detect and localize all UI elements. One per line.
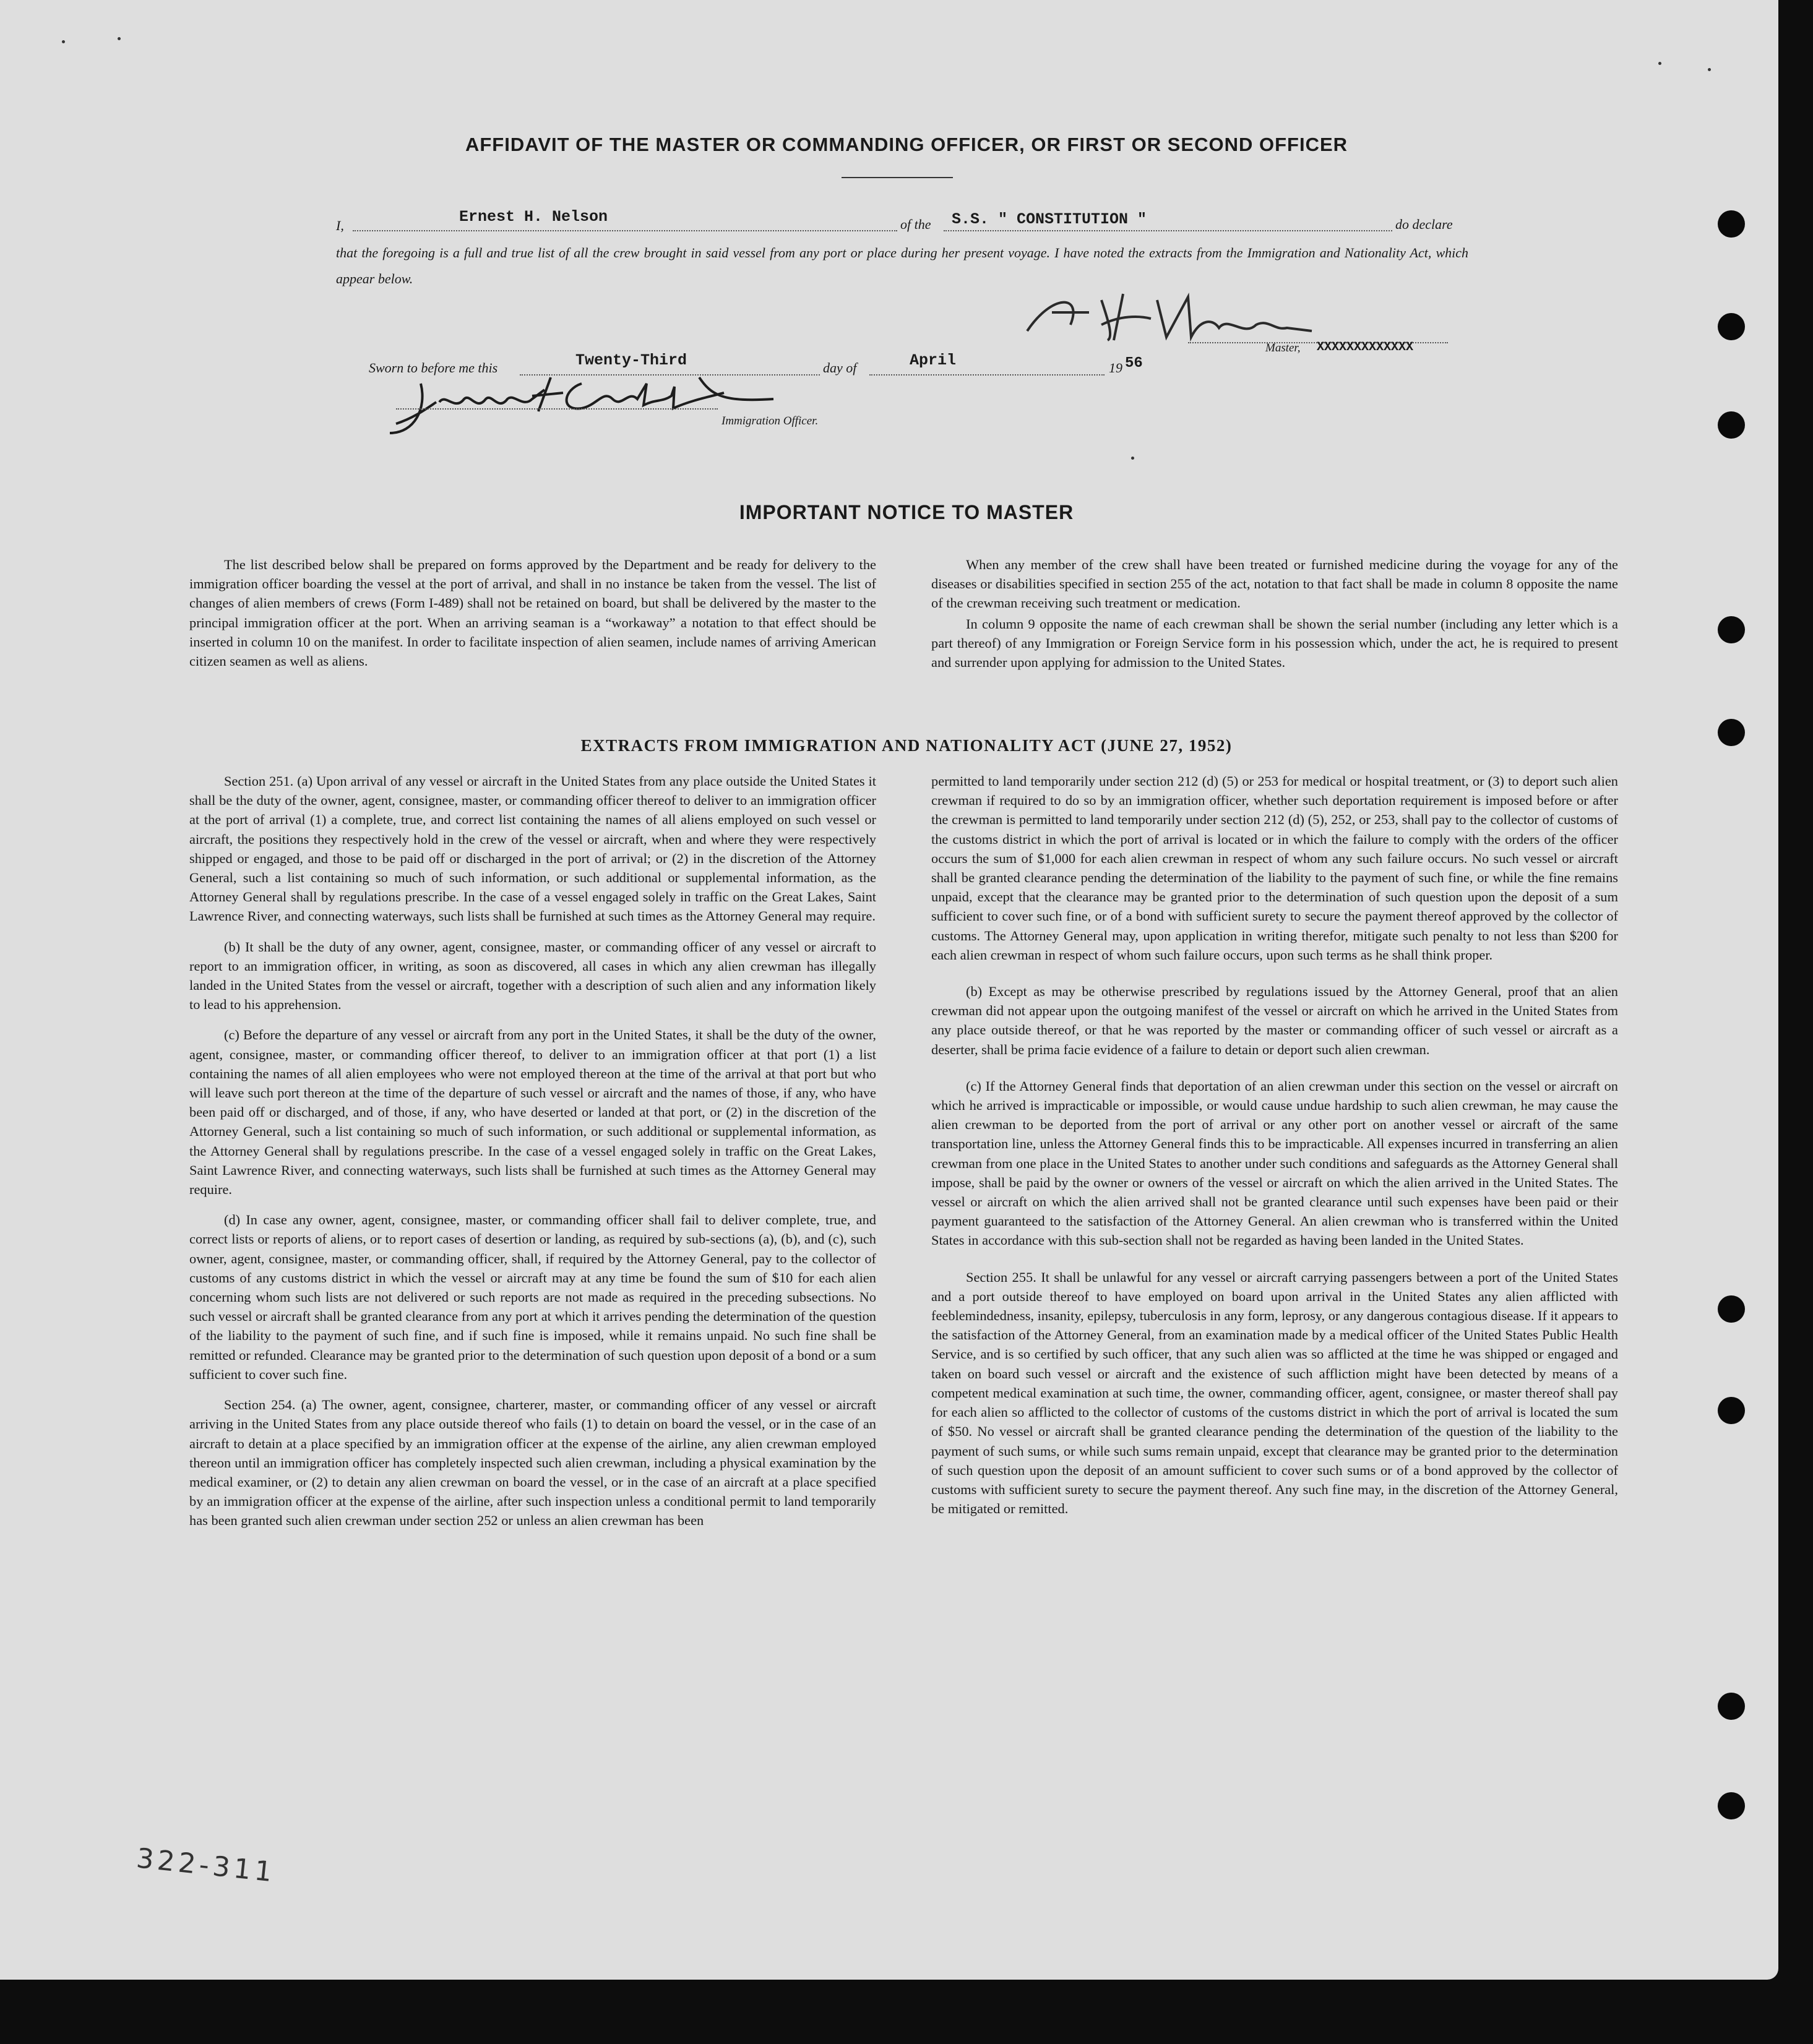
year-prefix: 19 xyxy=(1109,360,1122,376)
declaration-statement: that the foregoing is a full and true list of all the crew brought in said vessel from any port or place during her present voyage. I have noted the extracts from the Immigration and Nationality Act, which appear below. xyxy=(336,245,1468,286)
master-signature xyxy=(1015,281,1324,350)
year-suffix: 56 xyxy=(1125,355,1143,372)
handwritten-note: 322-311 xyxy=(134,1842,277,1889)
section-paragraph: permitted to land temporarily under section 212 (d) (5) or 253 for medical or hospital treatment, or (3) to deport such alien crewman if required to do so by an immigration officer, whether such deportation requirement is imposed before or after the crewman is permitted to land temporarily under section 212 (d) (5), 252, or 253, shall pay to the collector of customs of the customs district in which the port of arrival is located or in which the failure to comply with the orders of the officer occurs the sum of $1,000 for each alien crewman in respect of whom any such failure occurs. No such vessel or aircraft shall be granted clearance pending the determination of the liability to the payment of such fine, or while the fine remains unpaid, except that the clearance may be granted prior to the determination of such question upon the deposit of a sum sufficient to cover such fine, or of a bond with sufficient surety to secure the payment thereof approved by the collector of customs. The Attorney General may, upon application in writing therefor, mitigate such penalty to not less than $200 for each alien crewman in respect of whom such failure occurs, upon such terms as he shall think proper. xyxy=(931,773,1618,963)
binder-hole xyxy=(1718,616,1745,643)
section-paragraph: (c) Before the departure of any vessel or aircraft from any port in the United States, it shall be the duty of the owner, agent, consignee, master, or commanding officer thereof, to deliver to an immigration officer at that port (1) a list containing the names of all alien employees who were not employed thereon at the time of the arrival at that port but who will leave such port thereon at the time of the departure of such vessel or aircraft and the names of those, if any, who have been paid off or discharged, and of those, if any, who have deserted or landed at that port, or (2) in the discretion of the Attorney General, such a list containing so much of such information, or such additional or supplemental information, as the Attorney General shall by regulations prescribe. In the case of a vessel engaged solely in traffic on the Great Lakes, Saint Lawrence River, and connecting waterways, such lists shall be furnished at such times as the Attorney General may require. xyxy=(189,1027,876,1198)
master-label: Master, xyxy=(1265,341,1301,354)
notice-left-column xyxy=(189,555,876,678)
section-paragraph: Section 255. It shall be unlawful for any vessel or aircraft carrying passengers between a port of the United States and a port outside thereof to have employed on board upon arrival in the United States any alien afflicted with feeblemindedness, insanity, epilepsy, tuberculosis in any form, leprosy, or any dangerous contagious disease. If it appears to the satisfaction of the Attorney General, from an examination made by a medical officer of the United States Public Health Service, and is so certified by such officer, that any such alien was so afflicted at the time he was shipped or engaged and taken on board such vessel or aircraft and the existence of such affliction might have been detected by means of a competent medical examination at such time, the owner, commanding officer, agent, consignee, or master thereof shall pay for each alien so afflicted to the collector of customs of the customs district in which the port of arrival is located the sum of $50. No vessel or aircraft shall be granted clearance pending the determination of the question of the liability to the payment of such sums, or while such sums remain unpaid, except that clearance may be granted prior to the determination of such question upon the deposit of an amount sufficient to cover such sums or of a bond approved by the collector of customs with sufficient surety to secure the payment thereof. Any such fine may, in the discretion of the Attorney General, be mitigated or remitted. xyxy=(931,1269,1618,1517)
extracts-title: EXTRACTS FROM IMMIGRATION AND NATIONALITY ACT (JUNE 27, 1952) xyxy=(580,736,1233,755)
officer-label: Immigration Officer. xyxy=(721,414,819,427)
binder-hole xyxy=(1718,1693,1745,1720)
officer-signature xyxy=(377,365,811,445)
extracts-left-column xyxy=(189,771,876,1542)
section-paragraph: (b) Except as may be otherwise prescribed by regulations issued by the Attorney General, proof that an alien crewman did not appear upon the outgoing manifest of the vessel or aircraft on which he arrived in the United States from any place outside thereof, or that he was reported by the master or commanding officer of such vessel or aircraft as a deserter, shall be prima facie evidence of a failure to detain or deport such alien crewman. xyxy=(931,984,1618,1057)
label-do-declare: do declare xyxy=(1395,217,1453,232)
section-paragraph: (b) It shall be the duty of any owner, agent, consignee, master, or commanding officer of any vessel or aircraft to report to an immigration officer, in writing, as soon as discovered, all cases in which any alien crewman has illegally landed in the United States from the vessel or aircraft, together with a description of such alien and any information likely to lead to his apprehension. xyxy=(189,938,876,1013)
binder-hole xyxy=(1718,1792,1745,1819)
label-i: I, xyxy=(336,218,344,233)
sworn-month: April xyxy=(910,351,957,369)
scan-speck xyxy=(118,37,121,40)
section-paragraph: (c) If the Attorney General finds that deportation of an alien crewman under this section on the vessel or aircraft on which he arrived is impracticable or impossible, or would cause undue hardship to such alien crewman, he may cause the alien crewman to be deported from the port of arrival or any other port on another vessel or aircraft of the same transportation line, unless the Attorney General finds this to be impracticable. All expenses incurred in transferring an alien crewman from one place in the United States to another under such conditions and safeguards as the Attorney General shall impose, shall be paid by the owner or owners of the vessel or aircraft on which the alien arrived in the United States. The vessel or aircraft on which the alien arrived shall not be granted clearance until such expenses have been paid or their payment guaranteed to the satisfaction of the Attorney General. An alien crewman who is transferred within the United States in accordance with this sub-section shall not be regarded as having been landed in the United States. xyxy=(931,1078,1618,1248)
scan-speck xyxy=(62,40,65,43)
scan-speck xyxy=(1131,457,1134,460)
section-paragraph: Section 254. (a) The owner, agent, consignee, charterer, master, or commanding officer of any vessel or aircraft arriving in the United States from any place outside thereof who fails (1) to detain on board the vessel, or in the case of an aircraft to detain at a place specified by an immigration officer at the expense of the airline, any alien crewman employed thereon until an immigration officer has completely inspected such alien crewman, including a physical examination by the medical examiner, or (2) to detain any alien crewman on board the vessel, or in the case of an aircraft at a place specified by an immigration officer at the expense of the airline, after such inspection unless a conditional permit to land temporarily has been granted such alien crewman under section 252 or unless an alien crewman has been xyxy=(189,1397,876,1529)
label-sworn: Sworn to before me this xyxy=(369,360,498,376)
binder-hole xyxy=(1718,1295,1745,1323)
month-dotline xyxy=(869,374,1105,376)
label-of-the: of the xyxy=(900,217,931,232)
vessel-dotline xyxy=(944,230,1392,231)
officer-signature-line xyxy=(396,408,718,410)
scan-speck xyxy=(1708,68,1711,71)
name-dotline xyxy=(353,230,897,231)
binder-hole xyxy=(1718,210,1745,238)
section-paragraph: Section 251. (a) Upon arrival of any vessel or aircraft in the United States from any place outside the United States it shall be the duty of the owner, agent, consignee, master, or commanding officer thereof to deliver to an immigration officer at the port of arrival (1) a complete, true, and correct list containing the names of all aliens employed on such vessel or aircraft, the positions they respectively hold in the crew of the vessel or aircraft, when and where they were respectively shipped or engaged, and those to be paid off or discharged in the port of arrival; or (2) in the discretion of the Attorney General, such a list containing so much of such information, or such additional or supplemental information, as the Attorney General shall by regulations prescribe. In the case of a vessel engaged solely in traffic on the Great Lakes, Saint Lawrence River, and connecting waterways, such lists shall be furnished at such times as the Attorney General may require. xyxy=(189,773,876,924)
affidavit-title: AFFIDAVIT OF THE MASTER OR COMMANDING OFFICER, OR FIRST OR SECOND OFFICER xyxy=(465,134,1348,155)
master-name: Ernest H. Nelson xyxy=(459,208,608,226)
binder-hole xyxy=(1718,411,1745,439)
notice-paragraph: In column 9 opposite the name of each crewman shall be shown the serial number (including any letter which is a part thereof) of any Immigration or Foreign Service form in his possession which, under the act, he is required to present and surrender upon applying for admission to the United States. xyxy=(931,616,1618,671)
title-underline xyxy=(842,177,953,178)
binder-hole xyxy=(1718,313,1745,340)
notice-paragraph: The list described below shall be prepared on forms approved by the Department and be ready for delivery to the immigration officer boarding the vessel at the port of arrival, and shall in no instance be taken from the vessel. The list of changes of alien members of crews (Form I-489) shall not be retained on board, but shall be delivered by the master to the principal immigration officer at the port. When an arriving seaman is a “workaway” a notation to that effect should be inserted in column 10 on the manifest. In order to facilitate inspection of alien seamen, include names of arriving American citizen seamen as well as aliens. xyxy=(189,557,876,669)
sworn-day: Twenty-Third xyxy=(575,351,687,369)
vessel-name: S.S. " CONSTITUTION " xyxy=(952,210,1147,228)
notice-right-column xyxy=(931,555,1618,679)
binder-hole xyxy=(1718,1397,1745,1424)
master-struck-text: XXXXXXXXXXXXX xyxy=(1317,340,1414,354)
label-day-of: day of xyxy=(823,360,857,376)
notice-title: IMPORTANT NOTICE TO MASTER xyxy=(739,501,1074,523)
notice-paragraph: When any member of the crew shall have been treated or furnished medicine during the voyage for any of the diseases or disabilities specified in section 255 of the act, notation to that fact shall be made in column 8 opposite the name of the crewman receiving such treatment or medication. xyxy=(931,557,1618,611)
binder-hole xyxy=(1718,719,1745,746)
section-paragraph: (d) In case any owner, agent, consignee, master, or commanding officer shall fail to deliver complete, true, and correct lists or reports of aliens, or to report cases of desertion or landing, as required by sub-sections (a), (b), and (c), such owner, agent, consignee, master, or commanding officer, shall, if required by the Attorney General, pay to the collector of customs of any customs district in which the vessel or aircraft may at any time be found the sum of $10 for each alien concerning whom such lists are not delivered or such reports are not made as required in the preceding subsections. No such vessel or aircraft shall be granted clearance from any port at which it arrives pending the determination of the question of the liability to the payment of such fine, and if such fine is imposed, while it remains unpaid. No such fine shall be remitted or refunded. Clearance may be granted prior to the determination of such question upon deposit of a bond or a sum sufficient to cover such fine. xyxy=(189,1212,876,1382)
extracts-right-column xyxy=(931,771,1618,1529)
scan-speck xyxy=(1658,62,1661,65)
